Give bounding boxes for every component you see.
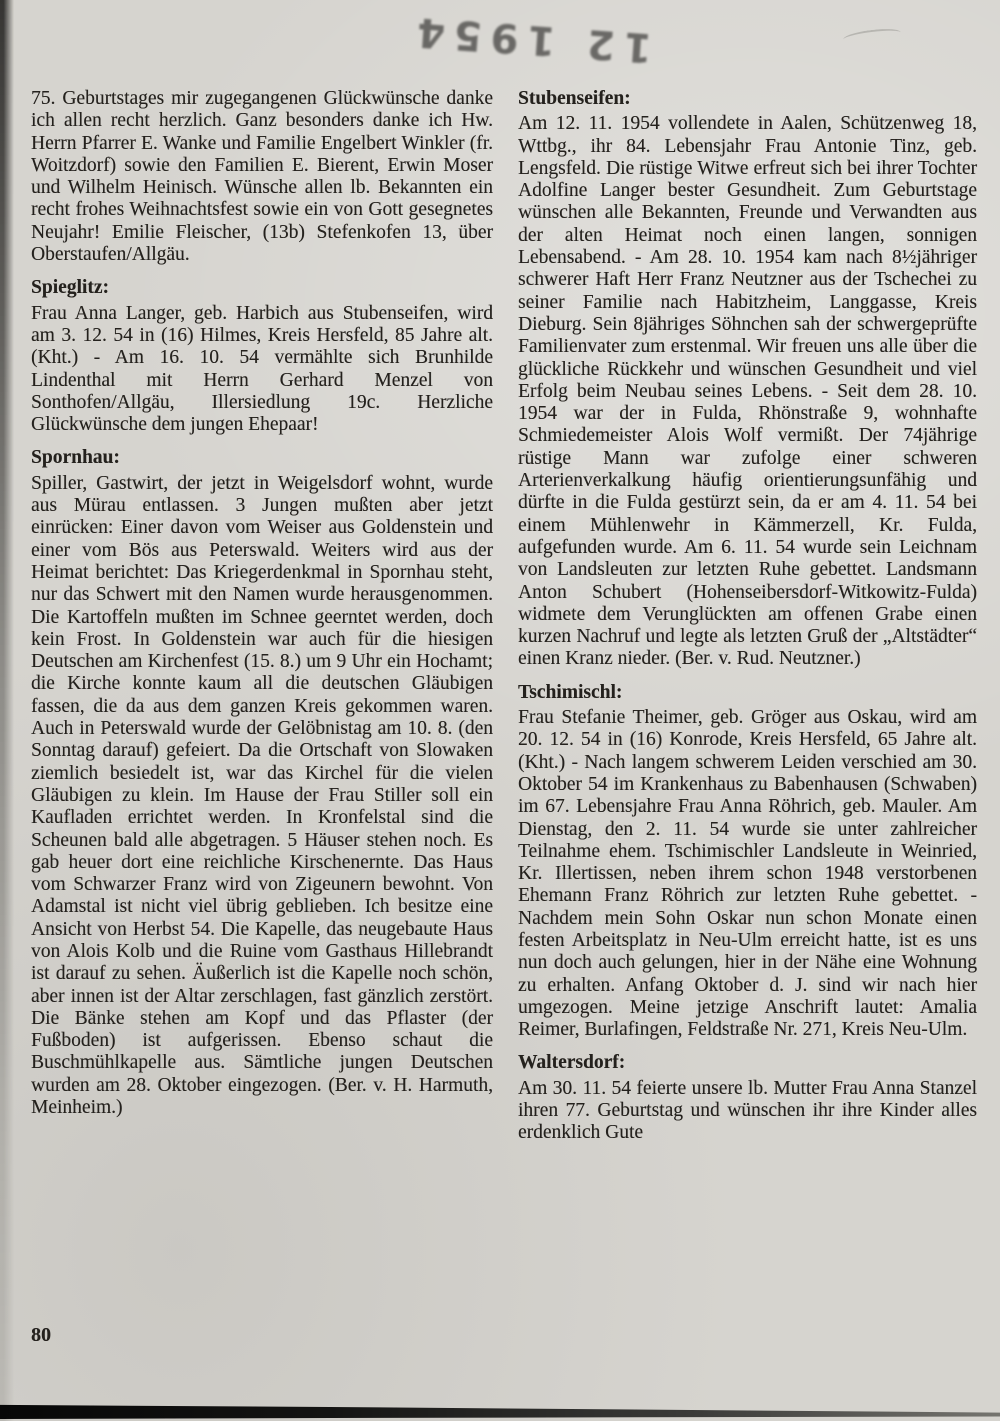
section-heading: Stubenseifen:	[518, 88, 631, 109]
section-heading: Spornhau:	[31, 447, 120, 469]
section-spieglitz	[31, 277, 493, 436]
left-text-column	[31, 88, 493, 1119]
section-continuation	[31, 88, 493, 266]
section-body: Frau Anna Langer, geb. Harbich aus Stubenseifen, wird am 3. 12. 54 in (16) Hilmes, Kreis Hersfeld, 85 Jahre alt. (Kht.) - Am 16. 10. 54 vermählte sich Brunhilde Lindenthal mit Herrn Gerhard Menzel von Sonthofen/Allgäu, Illersiedlung 19c. Herzliche Glückwünsche dem jungen Ehepaar!	[31, 302, 493, 436]
section-spornhau	[31, 447, 493, 1119]
section-body: Frau Stefanie Theimer, geb. Gröger aus Oskau, wird am 20. 12. 54 in (16) Konrode, Kreis Hersfeld, 65 Jahre alt. (Kht.) - Nach langem schwerem Leiden verschied am 30. Oktober 54 im Krankenhaus zu Babenhausen (Schwaben) im 67. Lebensjahre Frau Anna Röhrich, geb. Mauler. Am Dienstag, den 2. 11. 54 wurde sie unter zahlreicher Teilnahme ehem. Tschimischler Landsleute in Weinried, Kr. Illertissen, neben ihrem schon 1948 verstorbenen Ehemann Franz Röhrich zur letzten Ruhe gebettet. - Nachdem mein Sohn Oskar nun schon Monate einen festen Arbeitsplatz in Neu-Ulm erreicht hatte, ist es uns nun doch auch gelungen, hier in der Nähe eine Wohnung zu erhalten. Anfang Oktober d. J. sind wir nach hier umgezogen. Meine jetzige Anschrift lautet: Amalia Reimer, Burlafingen, Feldstraße Nr. 271, Kreis Neu-Ulm.	[518, 707, 977, 1041]
section-heading: Waltersdorf:	[518, 1052, 626, 1074]
section-tschimischl	[518, 682, 977, 1042]
section-stubenseifen	[518, 88, 977, 671]
section-waltersdorf	[518, 1052, 977, 1144]
reversed-date-stamp: 12 1954	[406, 7, 654, 71]
right-text-column	[518, 88, 977, 1145]
scan-edge-bottom-bar	[0, 1403, 1000, 1419]
section-heading: Spieglitz:	[31, 277, 109, 299]
scan-edge-left-shadow	[0, 0, 14, 1421]
page-number: 80	[31, 1324, 51, 1346]
faint-pen-mark	[842, 27, 901, 46]
section-heading: Tschimischl:	[518, 681, 623, 703]
section-body: Am 12. 11. 1954 vollendete in Aalen, Schützenweg 18, Wttbg., ihr 84. Lebensjahr Frau Antonie Tinz, geb. Lengsfeld. Die rüstige Witwe erfreut sich bei ihrer Tochter Adolfine Langer bester Gesundheit. Zum Geburtstage wünschen alle Bekannten, Freunde und Verwandten aus der alten Heimat noch einen langen, sonnigen Lebensabend. - Am 28. 10. 1954 kam nach 8½jähriger schwerer Haft Herr Franz Neutzner aus der Tschechei zu seiner Familie nach Habitzheim, Langgasse, Kreis Dieburg. Sein 8jähriges Söhnchen sah der schwergeprüfte Familienvater zum erstenmal. Wir freuen uns alle über die glückliche Rückkehr und wünschen Gesundheit und viel Erfolg beim Neubau seines Lebens. - Seit dem 28. 10. 1954 war der in Fulda, Rhönstraße 9, wohnhafte Schmiedemeister Alois Wolf vermißt. Der 74jährige rüstige Mann war zufolge einer schweren Arterienverkalkung häufig orientierungsunfähig und dürfte in die Fulda gestürzt sein, da er am 4. 11. 54 bei einem Mühlenwehr in Kämmerzell, Kr. Fulda, aufgefunden wurde. Am 6. 11. 54 wurde sein Leichnam von Landsleuten zur letzten Ruhe gebettet. Landsmann Anton Schubert (Hohenseibersdorf-Witkowitz-Fulda) widmete dem Verunglückten am offenen Grabe einen kurzen Nachruf und legte als letzten Gruß der „Altstädter“ einen Kranz nieder. (Ber. v. Rud. Neutzner.)	[518, 113, 977, 670]
section-body: Am 30. 11. 54 feierte unsere lb. Mutter Frau Anna Stanzel ihren 77. Geburtstag und wünschen ihr ihre Kinder alles erdenklich Gute	[518, 1077, 977, 1144]
section-body: Spiller, Gastwirt, der jetzt in Weigelsdorf wohnt, wurde aus Mürau entlassen. 3 Jungen mußten aber jetzt einrücken: Einer davon vom Weiser aus Goldenstein und einer vom Bös aus Peterswald. Weiters wird aus der Heimat berichtet: Das Kriegerdenkmal in Spornhau steht, nur das Schwert mit den Namen wurde herausgenommen. Die Kartoffeln mußten im Schnee geerntet werden, doch kein Frost. In Goldenstein war auch für die hiesigen Deutschen am Kirchenfest (15. 8.) um 9 Uhr ein Hochamt; die Kirche konnte kaum all die deutschen Gläubigen fassen, die da aus dem ganzen Kreis gekommen waren. Auch in Peterswald wurde der Gelöbnistag am 10. 8. (den Sonntag darauf) gefeiert. Da die Ortschaft von Slowaken ziemlich besiedelt ist, war das Kirchel für die vielen Gläubigen zu klein. Im Hause der Frau Stiller soll ein Kaufladen errichtet werden. In Kronfelstal sind die Scheunen bald alle abgetragen. 5 Häuser stehen noch. Es gab heuer dort eine reichliche Kirschenernte. Das Haus vom Schwarzer Franz wird von Zigeunern bewohnt. Von Adamstal ist nicht viel übrig geblieben. Ich besitze eine Ansicht von Herbst 54. Die Kapelle, das neugebaute Haus von Alois Kolb und die Ruine vom Gasthaus Hillebrandt ist darauf zu sehen. Äußerlich ist die Kapelle noch schön, aber innen ist der Altar zerschlagen, fast gänzlich zerstört. Die Bänke stehen am Kopf und das Pflaster (der Fußboden) ist aufgerissen. Ebenso schaut die Buschmühlkapelle aus. Sämtliche jungen Deutschen wurden am 28. Oktober eingezogen. (Ber. v. H. Harmuth, Meinheim.)	[31, 472, 493, 1119]
section-body: 75. Geburtstages mir zugegangenen Glückwünsche danke ich allen recht herzlich. Ganz besonders danke ich Hw. Herrn Pfarrer E. Wanke und Familie Engelbert Winkler (fr. Woitzdorf) sowie den Familien E. Bierent, Erwin Moser und Wilhelm Heinisch. Wünsche allen lb. Bekannten ein recht frohes Weihnachtsfest sowie ein von Gott gesegnetes Neujahr! Emilie Fleischer, (13b) Stefenkofen 13, über Oberstaufen/Allgäu.	[31, 88, 493, 266]
